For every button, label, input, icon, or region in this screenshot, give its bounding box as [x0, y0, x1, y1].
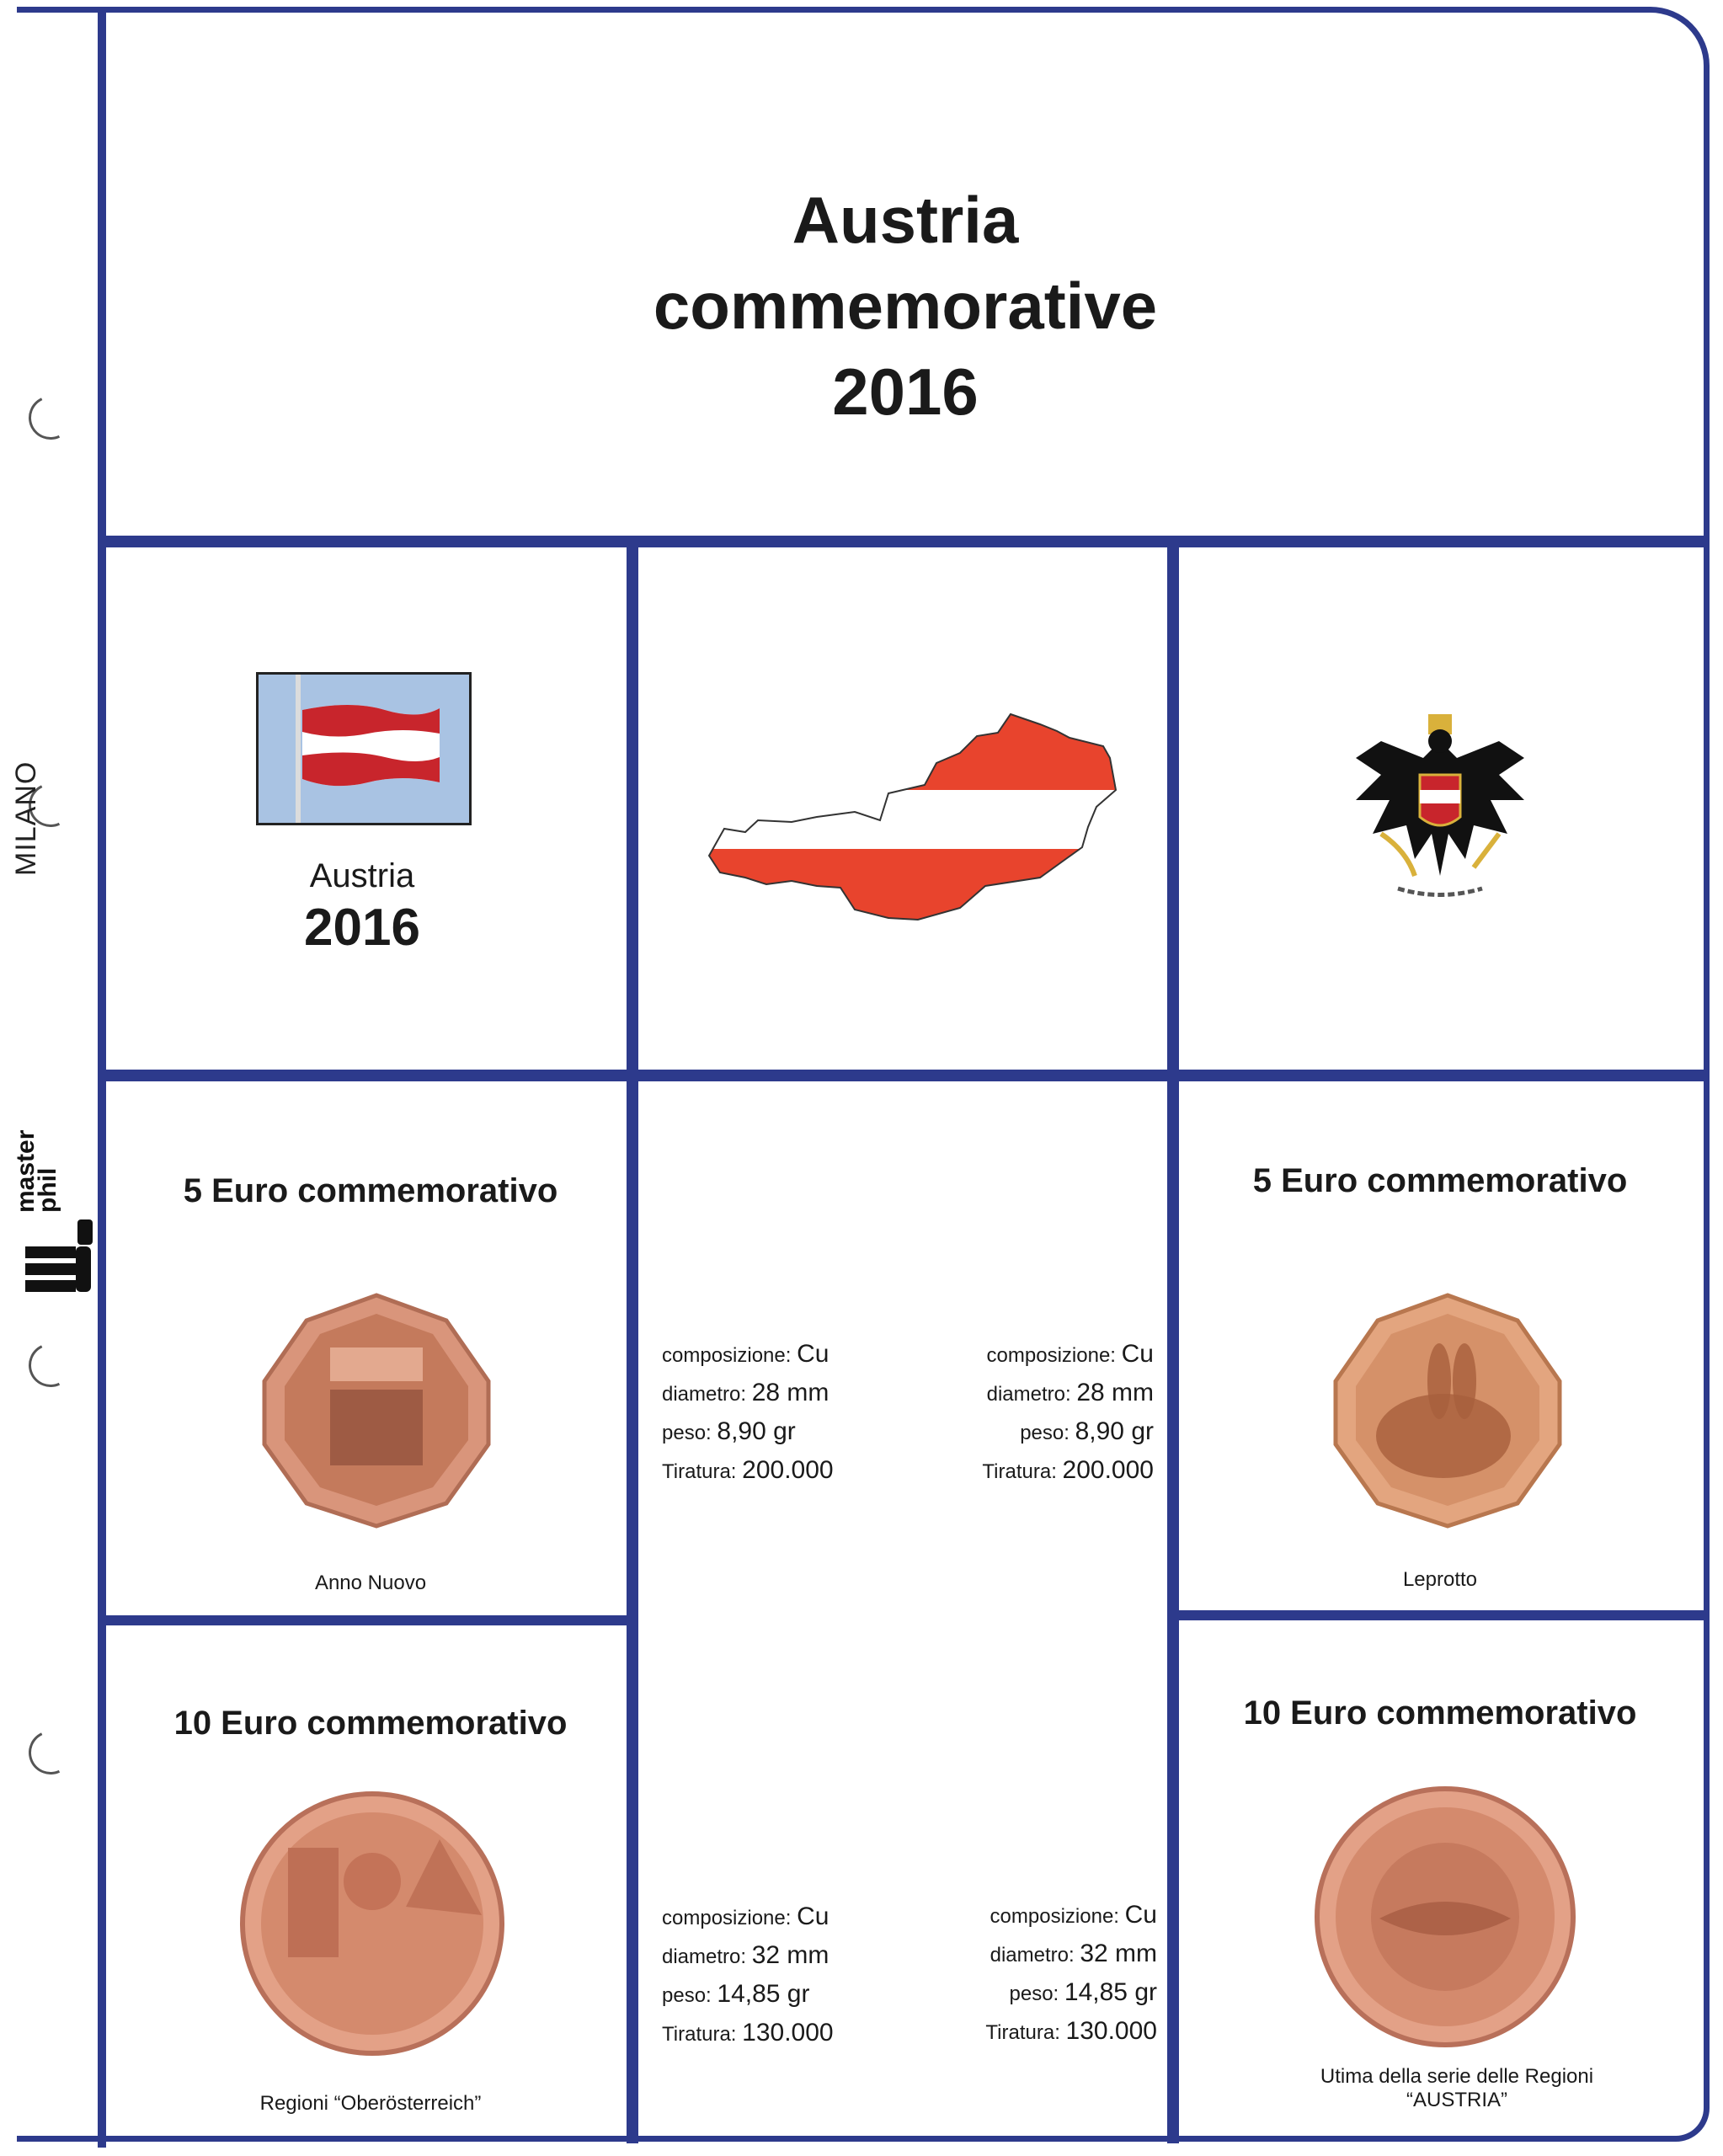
title-subtitle: commemorative	[653, 269, 1158, 343]
coin-caption: Utima della serie delle Regioni	[1320, 2065, 1594, 2088]
side-label: MILANO	[10, 760, 42, 876]
left-row2-divider	[101, 1615, 632, 1625]
austria-map	[707, 712, 1120, 931]
coin-heading: 5 Euro commemorativo	[183, 1172, 558, 1209]
right-row2-divider	[1171, 1610, 1710, 1620]
coin-image-austria	[1312, 1784, 1578, 2050]
info-country: Austria	[309, 857, 415, 894]
coin-caption: Regioni “Oberösterreich”	[259, 2092, 482, 2115]
specs-5-euro-right: composizione: Cu diametro: 28 mm peso: 8,90 gr Tiratura: 200.000	[982, 1340, 1154, 1484]
specs-10-euro-right: composizione: Cu diametro: 32 mm peso: 14,85 gr Tiratura: 130.000	[985, 1901, 1157, 2045]
coin-heading: 10 Euro commemorativo	[173, 1705, 568, 1742]
title-year: 2016	[832, 355, 979, 429]
page-title	[109, 177, 1701, 435]
specs-10-euro-left: composizione: Cu diametro: 32 mm peso: 14,85 gr Tiratura: 130.000	[662, 1903, 834, 2047]
coin-image-leprotto	[1326, 1289, 1570, 1533]
coin-caption: Anno Nuovo	[314, 1572, 427, 1594]
coin-caption: Leprotto	[1402, 1568, 1478, 1591]
flag-photo	[256, 672, 472, 825]
coat-of-arms	[1347, 707, 1533, 910]
coin-image-anno-nuovo	[254, 1289, 499, 1533]
coin-caption: “AUSTRIA”	[1406, 2089, 1507, 2111]
row1-divider	[101, 1070, 1710, 1081]
specs-5-euro-left: composizione: Cu diametro: 28 mm peso: 8,90 gr Tiratura: 200.000	[662, 1340, 834, 1484]
title-country: Austria	[792, 183, 1019, 257]
col2-divider	[1167, 543, 1179, 2143]
coin-image-oberosterreich	[237, 1789, 507, 2058]
coin-heading: 10 Euro commemorativo	[1243, 1694, 1637, 1732]
info-year: 2016	[304, 899, 420, 957]
coin-heading: 5 Euro commemorativo	[1252, 1162, 1628, 1199]
brand-label: master phil	[12, 1129, 61, 1213]
col1-divider	[627, 543, 638, 2143]
header-divider	[101, 536, 1710, 547]
